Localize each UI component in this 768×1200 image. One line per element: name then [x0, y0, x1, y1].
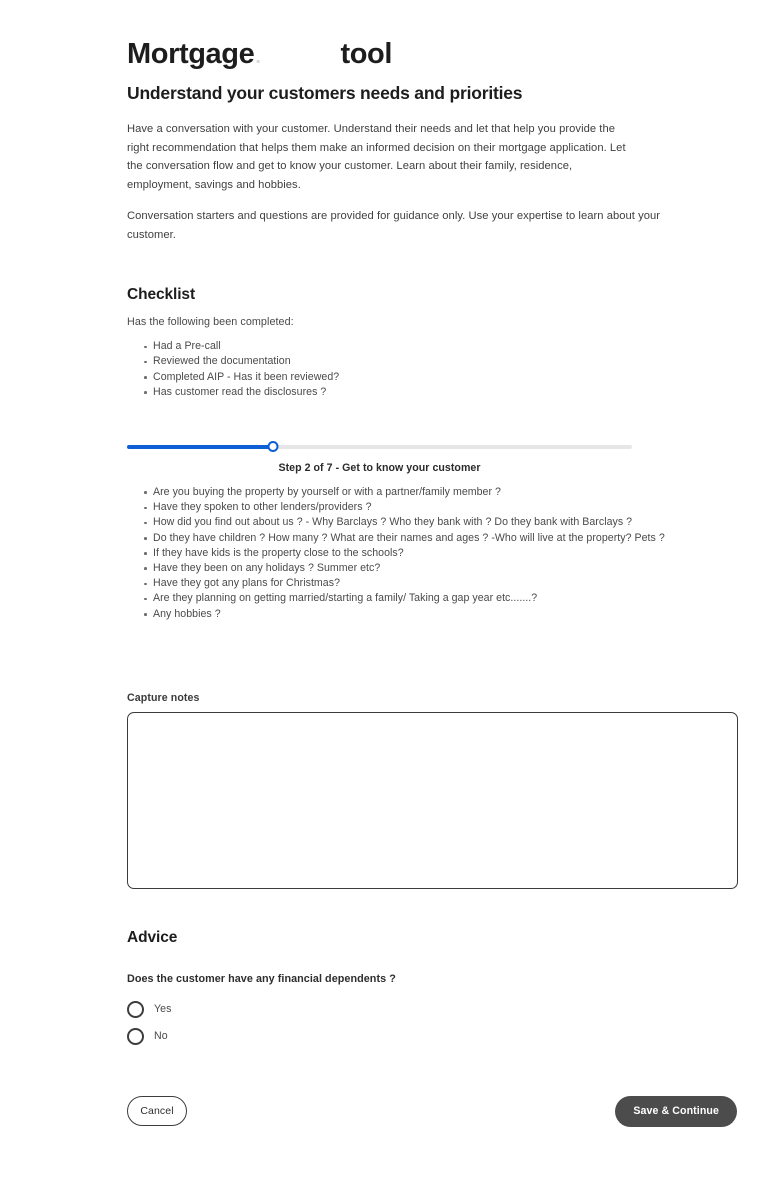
radio-label: Yes	[154, 1003, 172, 1016]
capture-notes-label: Capture notes	[127, 691, 200, 704]
step-progress-slider[interactable]	[127, 441, 632, 453]
radio-option-yes[interactable]	[127, 996, 740, 1023]
app-title-primary: Mortgage	[127, 38, 255, 70]
list-item: Are they planning on getting married/starting a family/ Taking a gap year etc.......?	[144, 591, 740, 606]
radio-label: No	[154, 1030, 168, 1043]
list-item: Had a Pre-call	[144, 339, 740, 354]
financial-dependents-radio-group[interactable]	[127, 996, 740, 1050]
page-container	[127, 0, 740, 1200]
list-item: Have they been on any holidays ? Summer etc?	[144, 561, 740, 576]
list-item: Reviewed the documentation	[144, 354, 740, 369]
app-title-dot: .	[255, 46, 261, 68]
intro-paragraph-1: Have a conversation with your customer. Understand their needs and let that help you provide the right recommendation that helps them make an informed decision on their mortgage application. Let the conversation flow and get to know your customer. Learn about their family, residence, employment, savings and hobbies.	[127, 123, 626, 191]
list-item: Has customer read the disclosures ?	[144, 385, 740, 400]
list-item: Any hobbies ?	[144, 607, 740, 622]
progress-fill	[127, 445, 273, 449]
list-item: Do they have children ? How many ? What are their names and ages ? -Who will live at the property? Pets ?	[144, 531, 740, 546]
intro-paragraph-2: Conversation starters and questions are provided for guidance only. Use your expertise to learn about your customer.	[127, 210, 661, 241]
form-footer	[127, 1096, 740, 1127]
app-title	[127, 0, 740, 71]
list-item: Have they got any plans for Christmas?	[144, 576, 740, 591]
cancel-button[interactable]: Cancel	[127, 1096, 187, 1126]
progress-thumb[interactable]	[268, 441, 279, 452]
radio-option-no[interactable]	[127, 1023, 740, 1050]
list-item: Completed AIP - Has it been reviewed?	[144, 370, 740, 385]
conversation-questions-list	[127, 485, 740, 622]
advice-question-label: Does the customer have any financial dependents ?	[127, 972, 396, 985]
list-item: If they have kids is the property close to the schools?	[144, 546, 740, 561]
capture-notes-input[interactable]	[127, 712, 738, 889]
list-item: Have they spoken to other lenders/providers ?	[144, 500, 740, 515]
page-subtitle: Understand your customers needs and priorities	[127, 83, 523, 104]
radio-circle-icon[interactable]	[127, 1001, 144, 1018]
checklist-list	[127, 339, 740, 400]
checklist-heading: Checklist	[127, 286, 196, 304]
advice-heading: Advice	[127, 928, 178, 946]
save-and-continue-button[interactable]: Save & Continue	[615, 1096, 737, 1127]
list-item: How did you find out about us ? - Why Barclays ? Who they bank with ? Do they bank with Barclays ?	[144, 515, 740, 530]
list-item: Are you buying the property by yourself or with a partner/family member ?	[144, 485, 740, 500]
radio-circle-icon[interactable]	[127, 1028, 144, 1045]
app-title-secondary: tool	[340, 38, 393, 70]
step-label: Step 2 of 7 - Get to know your customer	[278, 462, 481, 475]
checklist-lead: Has the following been completed:	[127, 316, 294, 329]
